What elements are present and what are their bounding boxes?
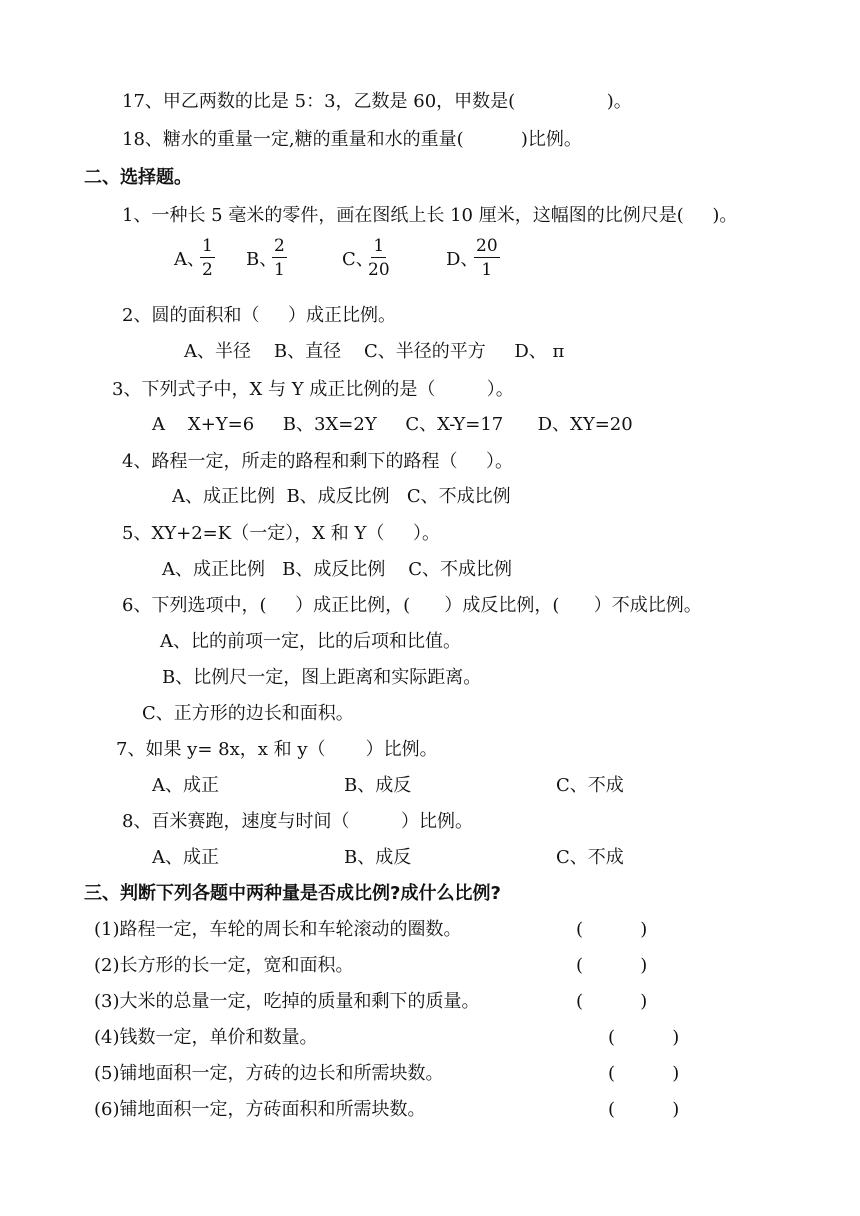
question-2: 2、圆的面积和（ ）成正比例。 — [122, 305, 397, 326]
q1-option-d-fraction — [474, 236, 500, 280]
q1-option-b-fraction — [272, 236, 287, 280]
q1-option-a-fraction — [200, 236, 215, 280]
numerator: 1 — [373, 236, 385, 256]
q4-options: A、成正比例 B、成反比例 C、不成比例 — [172, 486, 511, 507]
q7-option-b: B、成反 — [344, 775, 412, 796]
denominator: 1 — [481, 260, 493, 280]
q6-option-a: A、比的前项一定，比的后项和比值。 — [160, 631, 461, 652]
judge-item-6-paren: ( ) — [608, 1099, 680, 1120]
q1-option-d-label: D、 — [446, 249, 479, 270]
question-1: 1、一种长 5 毫米的零件，画在图纸上长 10 厘米，这幅图的比例尺是( )。 — [122, 205, 738, 226]
denominator: 1 — [274, 260, 285, 280]
q7-option-a: A、成正 — [152, 775, 219, 796]
q6-option-c: C、正方形的边长和面积。 — [142, 703, 354, 724]
fill-q18: 18、糖水的重量一定,糖的重量和水的重量( )比例。 — [122, 129, 582, 150]
question-4: 4、路程一定，所走的路程和剩下的路程（ ）。 — [122, 451, 514, 472]
q8-option-b: B、成反 — [344, 847, 412, 868]
judge-item-5-paren: ( ) — [608, 1063, 680, 1084]
question-8: 8、百米赛跑，速度与时间（ ）比例。 — [122, 811, 473, 832]
q8-option-c: C、不成 — [556, 847, 624, 868]
judge-item-5: (5)铺地面积一定，方砖的边长和所需块数。 — [94, 1063, 444, 1084]
q2-options: A、半径 B、直径 C、半径的平方 D、 π — [184, 341, 565, 362]
question-5: 5、XY+2=K（一定），X 和 Y（ ）。 — [122, 523, 440, 544]
q1-option-c-label: C、 — [342, 249, 374, 270]
judge-item-4-paren: ( ) — [608, 1027, 680, 1048]
section-choice-title: 二、选择题。 — [84, 167, 192, 188]
denominator: 2 — [202, 260, 213, 280]
q8-option-a: A、成正 — [152, 847, 219, 868]
numerator: 2 — [274, 236, 285, 256]
q1-option-c-fraction — [368, 236, 390, 280]
question-6: 6、下列选项中，( ）成正比例，( ）成反比例，( ）不成比例。 — [122, 595, 702, 616]
numerator: 20 — [476, 236, 498, 256]
q7-option-c: C、不成 — [556, 775, 624, 796]
question-3: 3、下列式子中，X 与 Y 成正比例的是（ ）。 — [112, 379, 514, 400]
q3-options: A X+Y=6 B、3X=2Y C、X-Y=17 D、XY=20 — [152, 414, 633, 435]
judge-item-1-paren: ( ) — [576, 919, 648, 940]
judge-item-3: (3)大米的总量一定，吃掉的质量和剩下的质量。 — [94, 991, 480, 1012]
section-judge-title: 三、判断下列各题中两种量是否成比例?成什么比例? — [84, 883, 501, 904]
judge-item-1: (1)路程一定，车轮的周长和车轮滚动的圈数。 — [94, 919, 462, 940]
fill-q17: 17、甲乙两数的比是 5：3，乙数是 60，甲数是( )。 — [122, 91, 632, 112]
q1-option-b-label: B、 — [246, 249, 278, 270]
q5-options: A、成正比例 B、成反比例 C、不成比例 — [162, 559, 513, 580]
judge-item-2: (2)长方形的长一定，宽和面积。 — [94, 955, 354, 976]
q1-option-a-label: A、 — [174, 249, 205, 270]
q6-option-b: B、比例尺一定，图上距离和实际距离。 — [162, 667, 482, 688]
judge-item-4: (4)钱数一定，单价和数量。 — [94, 1027, 318, 1048]
denominator: 20 — [368, 260, 390, 280]
judge-item-2-paren: ( ) — [576, 955, 648, 976]
judge-item-6: (6)铺地面积一定，方砖面积和所需块数。 — [94, 1099, 426, 1120]
question-7: 7、如果 y= 8x，x 和 y（ ）比例。 — [116, 739, 438, 760]
numerator: 1 — [202, 236, 213, 256]
judge-item-3-paren: ( ) — [576, 991, 648, 1012]
